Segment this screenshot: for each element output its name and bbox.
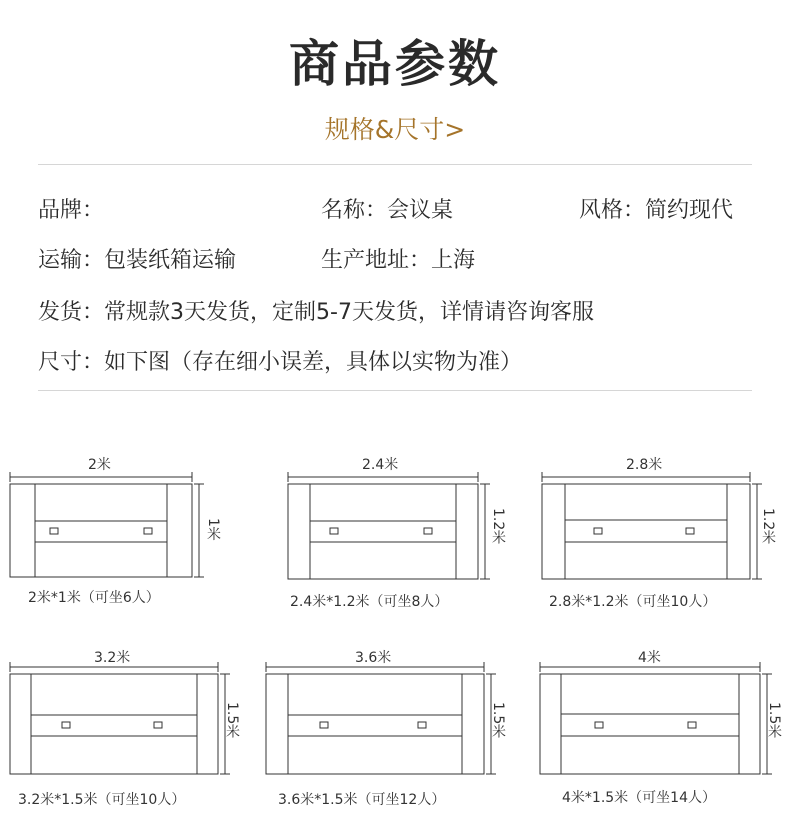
shipping-label: 运输： xyxy=(38,248,105,273)
table-4-caption: 3.2米*1.5米（可坐10人） xyxy=(18,792,186,808)
delivery-value: 常规款3天发货，定制5-7天发货，详情请咨询客服 xyxy=(104,300,594,325)
origin-value: 上海 xyxy=(431,248,476,273)
table-5-width-label: 3.6米 xyxy=(355,650,392,666)
shipping-value: 包装纸箱运输 xyxy=(104,248,237,273)
table-1-caption: 2米*1米（可坐6人） xyxy=(28,590,160,606)
table-diagram-4m xyxy=(540,662,772,774)
page-title: 商品参数 xyxy=(289,35,501,93)
table-4-depth-label: 1.5米 xyxy=(224,702,240,739)
origin-label: 生产地址： xyxy=(321,248,432,273)
table-5-caption: 3.6米*1.5米（可坐12人） xyxy=(278,792,446,808)
section-subtitle[interactable]: 规格&尺寸> xyxy=(324,115,466,144)
table-5-depth-label: 1.5米 xyxy=(490,702,506,739)
table-diagram-2-8m xyxy=(542,472,762,579)
style-label: 风格： xyxy=(579,198,646,223)
size-value: 如下图（存在细小误差，具体以实物为准） xyxy=(104,350,523,375)
table-6-width-label: 4米 xyxy=(638,650,661,666)
table-3-depth-label: 1.2米 xyxy=(760,508,776,545)
table-2-width-label: 2.4米 xyxy=(362,457,399,473)
table-diagram-3-6m xyxy=(266,662,496,774)
table-2-depth-label: 1.2米 xyxy=(490,508,506,545)
table-6-caption: 4米*1.5米（可坐14人） xyxy=(562,790,716,806)
delivery-label: 发货： xyxy=(38,300,105,325)
style-value: 简约现代 xyxy=(645,198,734,223)
table-1-width-label: 2米 xyxy=(88,457,111,473)
table-diagram-2m xyxy=(10,472,204,577)
table-4-width-label: 3.2米 xyxy=(94,650,131,666)
table-1-depth-label: 1米 xyxy=(205,518,221,541)
size-label: 尺寸： xyxy=(38,350,105,375)
table-diagram-3-2m xyxy=(10,662,230,774)
table-3-caption: 2.8米*1.2米（可坐10人） xyxy=(549,594,717,610)
name-label: 名称： xyxy=(321,198,388,223)
brand-label: 品牌： xyxy=(38,198,105,223)
table-3-width-label: 2.8米 xyxy=(626,457,663,473)
table-6-depth-label: 1.5米 xyxy=(766,702,782,739)
table-diagram-2-4m xyxy=(288,472,490,579)
table-2-caption: 2.4米*1.2米（可坐8人） xyxy=(290,594,449,610)
name-value: 会议桌 xyxy=(387,198,454,223)
